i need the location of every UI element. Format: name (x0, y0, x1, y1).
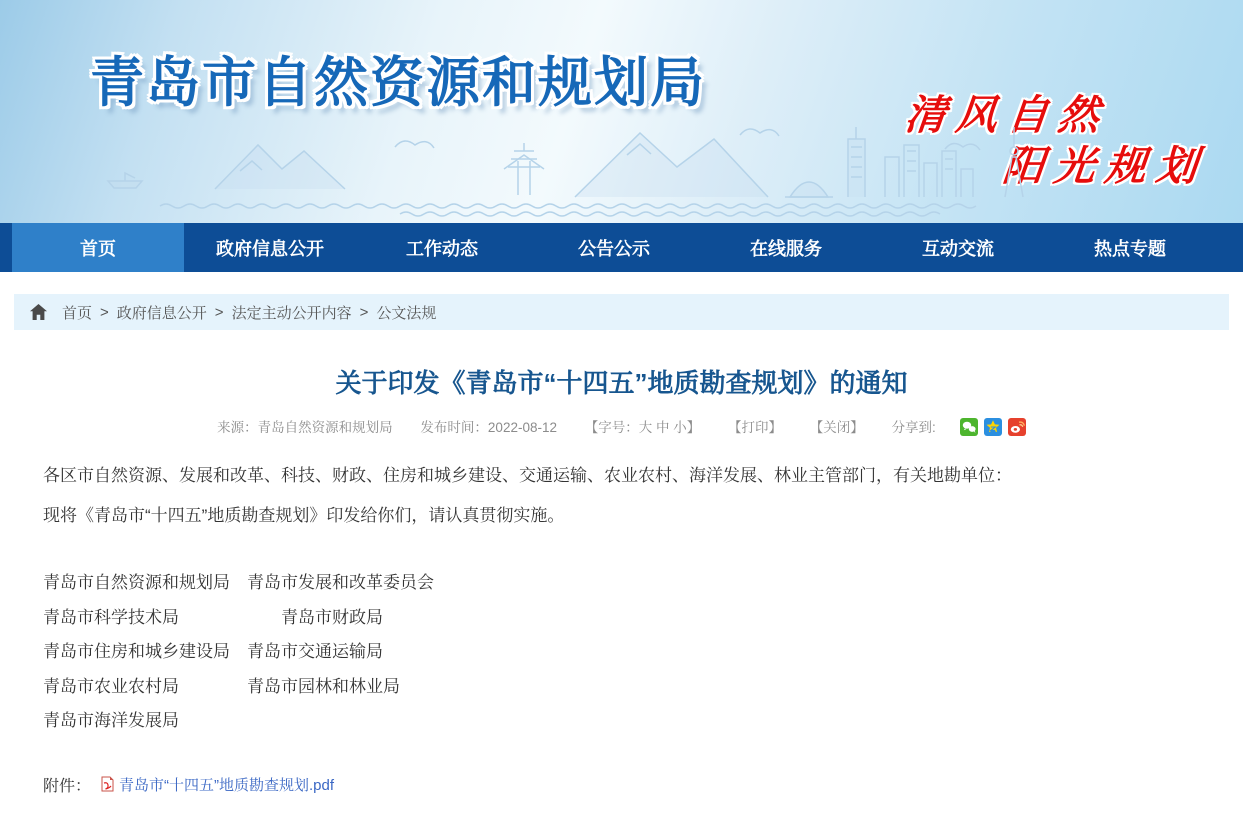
department-row: 青岛市农业农村局 青岛市园林和林业局 (43, 676, 400, 696)
article-content (0, 363, 1243, 796)
close-button[interactable]: 【关闭】 (809, 420, 864, 435)
department-row: 青岛市自然资源和规划局 青岛市发展和改革委员会 (43, 573, 434, 593)
breadcrumb-item-home[interactable]: 首页 (62, 304, 93, 322)
breadcrumb-item-official-documents: 公文法规 (376, 304, 437, 322)
slogan-line1: 清风自然 (902, 91, 1112, 139)
issuing-departments-list (43, 573, 1200, 731)
pdf-icon (101, 776, 114, 792)
nav-item-gov-info[interactable]: 政府信息公开 (216, 238, 324, 259)
wechat-share-icon[interactable] (960, 418, 978, 436)
qzone-share-icon[interactable] (984, 418, 1002, 436)
nav-item-home[interactable]: 首页 (12, 223, 184, 272)
slogan-line2: 阳光规划 (1000, 142, 1210, 191)
body-paragraph: 各区市自然资源、发展和改革、科技、财政、住房和城乡建设、交通运输、农业农村、海洋发展、林业主管部门，有关地勘单位： (43, 466, 1012, 485)
attachment-row (43, 773, 1200, 796)
nav-item-announcements[interactable]: 公告公示 (578, 238, 650, 259)
article-meta-bar (43, 416, 1200, 436)
attachment-label: 附件： (43, 777, 92, 795)
department-row: 青岛市住房和城乡建设局 青岛市交通运输局 (43, 642, 383, 662)
article-publish-time: 发布时间：2022-08-12 (420, 420, 557, 435)
main-navigation (0, 223, 1243, 272)
breadcrumb-separator: > (100, 303, 109, 321)
article-source: 来源：青岛自然资源和规划局 (217, 420, 393, 435)
attachment-pdf-link[interactable]: 青岛市“十四五”地质勘查规划.pdf (119, 776, 335, 794)
department-row: 青岛市科学技术局 青岛市财政局 (43, 607, 383, 627)
font-size-control[interactable]: 【字号：大 中 小】 (584, 420, 701, 435)
nav-item-special-topics[interactable]: 热点专题 (1094, 238, 1166, 259)
share-label: 分享到: (891, 420, 936, 435)
site-header (0, 0, 1243, 223)
breadcrumb-separator: > (359, 303, 369, 321)
city-skyline-illustration (100, 109, 1050, 221)
site-logo-title: 青岛市自然资源和规划局 (90, 53, 706, 113)
breadcrumb-item-gov-info[interactable]: 政府信息公开 (116, 304, 207, 322)
breadcrumb-separator: > (214, 303, 224, 321)
nav-item-interaction[interactable]: 互动交流 (922, 238, 994, 259)
breadcrumb-item-statutory-disclosure[interactable]: 法定主动公开内容 (231, 304, 352, 322)
article-body (43, 466, 1200, 796)
article-title: 关于印发《青岛市“十四五”地质勘查规划》的通知 (335, 368, 908, 398)
share-icon-group (960, 418, 1026, 436)
department-row: 青岛市海洋发展局 (43, 711, 179, 731)
weibo-share-icon[interactable] (1008, 418, 1026, 436)
nav-item-work-news[interactable]: 工作动态 (406, 238, 478, 259)
print-button[interactable]: 【打印】 (728, 420, 783, 435)
breadcrumb (14, 294, 1229, 330)
home-icon[interactable] (29, 303, 48, 321)
nav-item-online-services[interactable]: 在线服务 (750, 238, 822, 259)
body-paragraph: 现将《青岛市“十四五”地质勘查规划》印发给你们，请认真贯彻实施。 (43, 505, 565, 525)
